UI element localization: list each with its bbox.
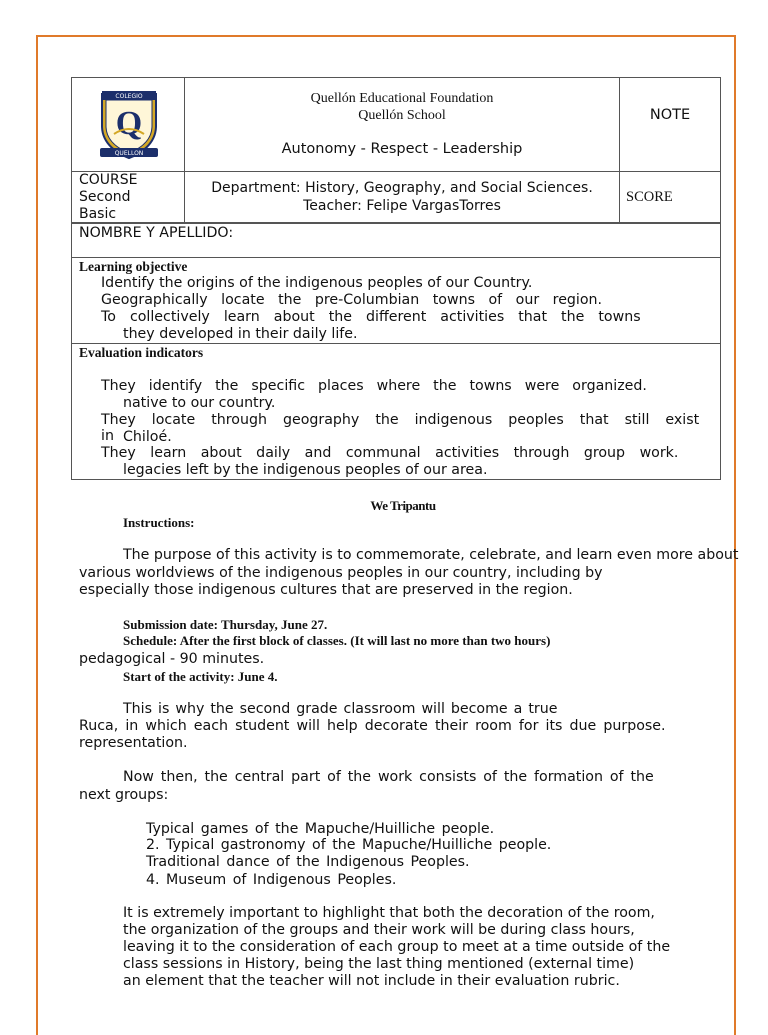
instructions-label: Instructions: [123,515,195,530]
document-title: We Tripantu [370,498,436,513]
name-label: NOMBRE Y APELLIDO: [79,225,234,241]
purpose-line: especially those indigenous cultures that are preserved in the region. [79,582,573,598]
indicator-item: They locate through geography the indigenous peoples that still exist in [101,412,700,444]
svg-text:Q: Q [115,105,143,142]
indicators-title: Evaluation indicators [79,345,204,360]
objective-item: To collectively learn about the different activities that the towns [101,309,641,325]
objective-item: they developed in their daily life. [123,326,358,342]
important-line: an element that the teacher will not include in their evaluation rubric. [123,973,620,989]
group-item: Traditional dance of the Indigenous Peoples. [146,854,470,870]
foundation-name: Quellón Educational Foundation [310,91,494,106]
group-item: Typical games of the Mapuche/Huilliche people. [146,821,495,837]
course-label: COURSE [79,172,138,188]
indicator-item: They learn about daily and communal activities through group work. [101,445,679,461]
start-date: Start of the activity: June 4. [123,669,278,684]
header-table [71,77,721,223]
objectives-title: Learning objective [79,259,188,274]
group-item: 4. Museum of Indigenous Peoples. [146,872,397,888]
indicator-item: They identify the specific places where the towns were organized. [101,378,647,394]
objective-item: Geographically locate the pre-Columbian towns of our region. [101,292,603,308]
submission-date: Submission date: Thursday, June 27. [123,617,328,632]
crest-top-text: COLEGIO [115,93,143,100]
indicator-item: legacies left by the indigenous peoples of our area. [123,462,488,478]
purpose-line: various worldviews of the indigenous peoples in our country, including by [79,565,603,581]
indicator-item: native to our country. [123,395,276,411]
divider [619,78,620,223]
purpose-line: The purpose of this activity is to commemorate, celebrate, and learn even more about [123,547,739,563]
note-label: NOTE [649,107,691,123]
ruca-line: This is why the second grade classroom will become a true [123,701,558,717]
important-line: class sessions in History, being the last thing mentioned (external time) [123,956,635,972]
indicator-item: Chiloé. [123,429,172,445]
school-name: Quellón School [358,108,446,123]
group-item: 2. Typical gastronomy of the Mapuche/Huilliche people. [146,837,552,853]
central-line: next groups: [79,787,169,803]
name-row [71,223,721,258]
schedule: Schedule: After the first block of classes. (It will last no more than two hours) [123,633,551,648]
school-motto: Autonomy - Respect - Leadership [281,141,523,157]
important-line: It is extremely important to highlight that both the decoration of the room, [123,905,655,921]
school-crest-logo [96,88,162,164]
ruca-line: representation. [79,735,188,751]
divider [72,171,721,172]
course-value: Second [79,189,131,205]
objective-text: Identify the origins of the indigenous peoples of our Country. [101,275,533,291]
important-line: the organization of the groups and their work will be during class hours, [123,922,635,938]
score-label: SCORE [626,189,673,205]
learning-objectives-section [71,257,721,344]
teacher-name: Teacher: Felipe VargasTorres [303,198,501,214]
pedagogical-duration: pedagogical - 90 minutes. [79,651,265,667]
crest-bottom-text: QUELLON [114,150,144,157]
ruca-line: Ruca, in which each student will help decorate their room for its due purpose. [79,718,666,734]
objective-item [101,275,713,291]
central-line: Now then, the central part of the work consists of the formation of the [123,769,654,785]
evaluation-indicators-section [71,343,721,480]
department-text: Department: History, Geography, and Social Sciences. [211,180,593,196]
course-cell [79,172,138,223]
important-line: leaving it to the consideration of each group to meet at a time outside of the [123,939,671,955]
course-value: Basic [79,206,117,222]
